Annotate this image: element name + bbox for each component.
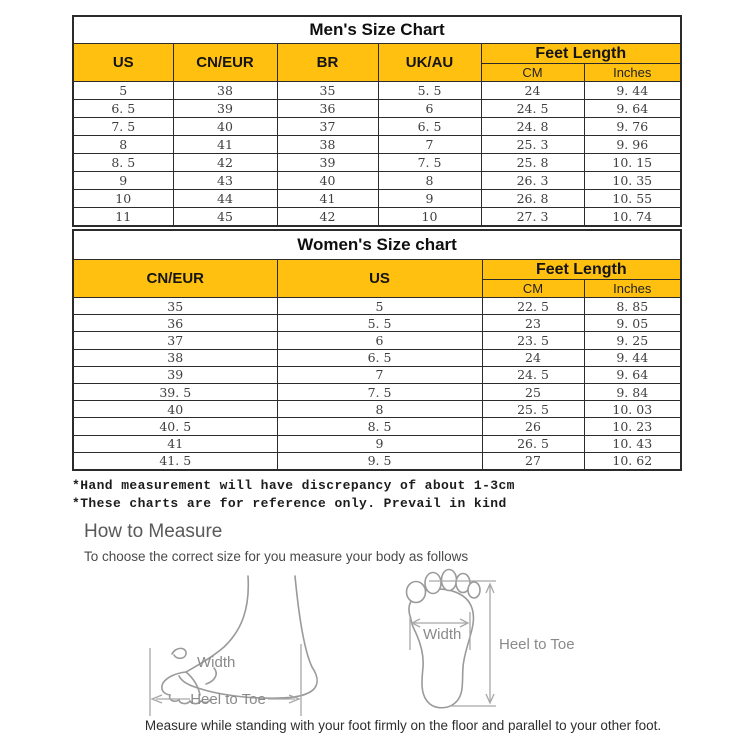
- table-cell: 10. 03: [584, 401, 681, 418]
- table-cell: 5. 5: [378, 82, 481, 100]
- table-cell: 38: [277, 136, 378, 154]
- womens-table-title-row: [73, 230, 681, 260]
- table-cell: 39: [173, 100, 277, 118]
- table-cell: 25. 8: [481, 154, 584, 172]
- column-header-inches: Inches: [584, 280, 681, 298]
- top-width-label: Width: [423, 625, 462, 643]
- table-cell: 6: [378, 100, 481, 118]
- table-cell: 27: [482, 452, 584, 470]
- table-cell: 43: [173, 172, 277, 190]
- table-cell: 41: [73, 435, 277, 452]
- table-cell: 24: [481, 82, 584, 100]
- table-cell: 39: [277, 154, 378, 172]
- column-header-us: US: [277, 260, 482, 298]
- table-cell: 25. 3: [481, 136, 584, 154]
- table-cell: 40: [73, 401, 277, 418]
- measure-caption: Measure while standing with your foot firmly on the floor and parallel to your other foot.: [144, 717, 662, 733]
- table-cell: 24. 5: [482, 366, 584, 383]
- table-cell: 23. 5: [482, 332, 584, 349]
- table-cell: 7. 5: [73, 118, 173, 136]
- womens-chart-title: Women's Size chart: [73, 230, 681, 260]
- foot-top-view-diagram: [393, 566, 628, 716]
- table-row: [73, 349, 681, 366]
- table-cell: 38: [173, 82, 277, 100]
- table-cell: 10. 43: [584, 435, 681, 452]
- size-charts-section: [72, 0, 750, 471]
- table-row: [73, 418, 681, 435]
- column-header-cm: CM: [482, 280, 584, 298]
- table-cell: 35: [277, 82, 378, 100]
- table-row: [73, 298, 681, 315]
- top-heel-to-toe-label: Heel to Toe: [499, 635, 575, 653]
- table-cell: 39: [73, 366, 277, 383]
- table-cell: 10: [73, 190, 173, 208]
- table-cell: 10. 62: [584, 452, 681, 470]
- table-cell: 41: [173, 136, 277, 154]
- table-cell: 5: [277, 298, 482, 315]
- table-cell: 6. 5: [378, 118, 481, 136]
- side-heel-to-toe-label: Heel to Toe: [190, 690, 266, 708]
- table-cell: 9: [73, 172, 173, 190]
- table-cell: 8: [378, 172, 481, 190]
- table-cell: 7. 5: [378, 154, 481, 172]
- table-cell: 26. 8: [481, 190, 584, 208]
- table-cell: 6: [277, 332, 482, 349]
- table-cell: 9. 25: [584, 332, 681, 349]
- table-cell: 25: [482, 383, 584, 400]
- table-cell: 5. 5: [277, 315, 482, 332]
- table-cell: 44: [173, 190, 277, 208]
- table-cell: 9. 05: [584, 315, 681, 332]
- table-cell: 6. 5: [277, 349, 482, 366]
- column-header-br: BR: [277, 44, 378, 82]
- table-cell: 23: [482, 315, 584, 332]
- how-to-measure-heading: How to Measure: [84, 520, 223, 542]
- table-cell: 40: [277, 172, 378, 190]
- mens-size-table: [72, 15, 682, 227]
- table-cell: 7: [378, 136, 481, 154]
- table-cell: 11: [73, 208, 173, 227]
- table-cell: 24. 5: [481, 100, 584, 118]
- column-header-cm: CM: [481, 64, 584, 82]
- mens-table-body: [73, 82, 681, 227]
- note-line-1: *Hand measurement will have discrepancy of about 1-3cm: [72, 477, 515, 493]
- table-cell: 38: [73, 349, 277, 366]
- table-cell: 10. 55: [584, 190, 681, 208]
- table-cell: 8: [277, 401, 482, 418]
- table-cell: 9. 64: [584, 366, 681, 383]
- table-cell: 42: [277, 208, 378, 227]
- mens-chart-title: Men's Size Chart: [73, 16, 681, 44]
- table-cell: 9: [378, 190, 481, 208]
- table-row: [73, 383, 681, 400]
- how-to-measure-intro: To choose the correct size for you measure your body as follows: [84, 548, 469, 564]
- table-cell: 10. 23: [584, 418, 681, 435]
- table-cell: 39. 5: [73, 383, 277, 400]
- table-row: [73, 154, 681, 172]
- table-row: [73, 190, 681, 208]
- table-cell: 22. 5: [482, 298, 584, 315]
- table-cell: 8. 5: [277, 418, 482, 435]
- table-cell: 45: [173, 208, 277, 227]
- column-header-uk-au: UK/AU: [378, 44, 481, 82]
- table-row: [73, 100, 681, 118]
- table-cell: 10: [378, 208, 481, 227]
- table-cell: 9. 64: [584, 100, 681, 118]
- column-header-cn-eur: CN/EUR: [73, 260, 277, 298]
- table-cell: 37: [73, 332, 277, 349]
- table-cell: 7: [277, 366, 482, 383]
- table-row: [73, 315, 681, 332]
- table-cell: 26: [482, 418, 584, 435]
- table-cell: 41: [277, 190, 378, 208]
- table-cell: 6. 5: [73, 100, 173, 118]
- note-line-2: *These charts are for reference only. Prevail in kind: [72, 495, 507, 511]
- table-cell: 9. 96: [584, 136, 681, 154]
- column-header-us: US: [73, 44, 173, 82]
- table-cell: 36: [277, 100, 378, 118]
- table-cell: 40: [173, 118, 277, 136]
- table-row: [73, 435, 681, 452]
- table-cell: 9. 5: [277, 452, 482, 470]
- table-row: [73, 82, 681, 100]
- table-cell: 27. 3: [481, 208, 584, 227]
- table-row: [73, 401, 681, 418]
- table-cell: 26. 3: [481, 172, 584, 190]
- table-cell: 35: [73, 298, 277, 315]
- table-cell: 24: [482, 349, 584, 366]
- mens-table-header-row: [73, 44, 681, 64]
- table-cell: 37: [277, 118, 378, 136]
- table-cell: 9. 84: [584, 383, 681, 400]
- foot-side-outline: [162, 576, 317, 704]
- table-cell: 10. 15: [584, 154, 681, 172]
- womens-table-body: [73, 298, 681, 470]
- table-cell: 8. 85: [584, 298, 681, 315]
- column-header-inches: Inches: [584, 64, 681, 82]
- table-cell: 26. 5: [482, 435, 584, 452]
- table-row: [73, 172, 681, 190]
- table-cell: 9. 44: [584, 82, 681, 100]
- table-row: [73, 332, 681, 349]
- table-cell: 40. 5: [73, 418, 277, 435]
- table-cell: 7. 5: [277, 383, 482, 400]
- table-cell: 8. 5: [73, 154, 173, 172]
- table-cell: 8: [73, 136, 173, 154]
- column-header-cn-eur: CN/EUR: [173, 44, 277, 82]
- table-row: [73, 118, 681, 136]
- table-cell: 9: [277, 435, 482, 452]
- mens-table-title-row: [73, 16, 681, 44]
- measurement-diagrams: [0, 566, 750, 716]
- table-cell: 5: [73, 82, 173, 100]
- side-width-label: Width: [197, 653, 236, 671]
- foot-side-view-diagram: [146, 568, 336, 718]
- table-cell: 9. 76: [584, 118, 681, 136]
- table-cell: 24. 8: [481, 118, 584, 136]
- table-cell: 42: [173, 154, 277, 172]
- table-cell: 9. 44: [584, 349, 681, 366]
- table-cell: 25. 5: [482, 401, 584, 418]
- table-row: [73, 136, 681, 154]
- table-row: [73, 366, 681, 383]
- table-cell: 41. 5: [73, 452, 277, 470]
- womens-table-header-row: [73, 260, 681, 280]
- table-cell: 10. 35: [584, 172, 681, 190]
- table-cell: 36: [73, 315, 277, 332]
- table-row: [73, 452, 681, 470]
- column-header-feet-length: Feet Length: [481, 44, 681, 64]
- disclaimer-notes: [72, 477, 750, 513]
- table-row: [73, 208, 681, 227]
- column-header-feet-length: Feet Length: [482, 260, 681, 280]
- womens-size-table: [72, 229, 682, 471]
- table-cell: 10. 74: [584, 208, 681, 227]
